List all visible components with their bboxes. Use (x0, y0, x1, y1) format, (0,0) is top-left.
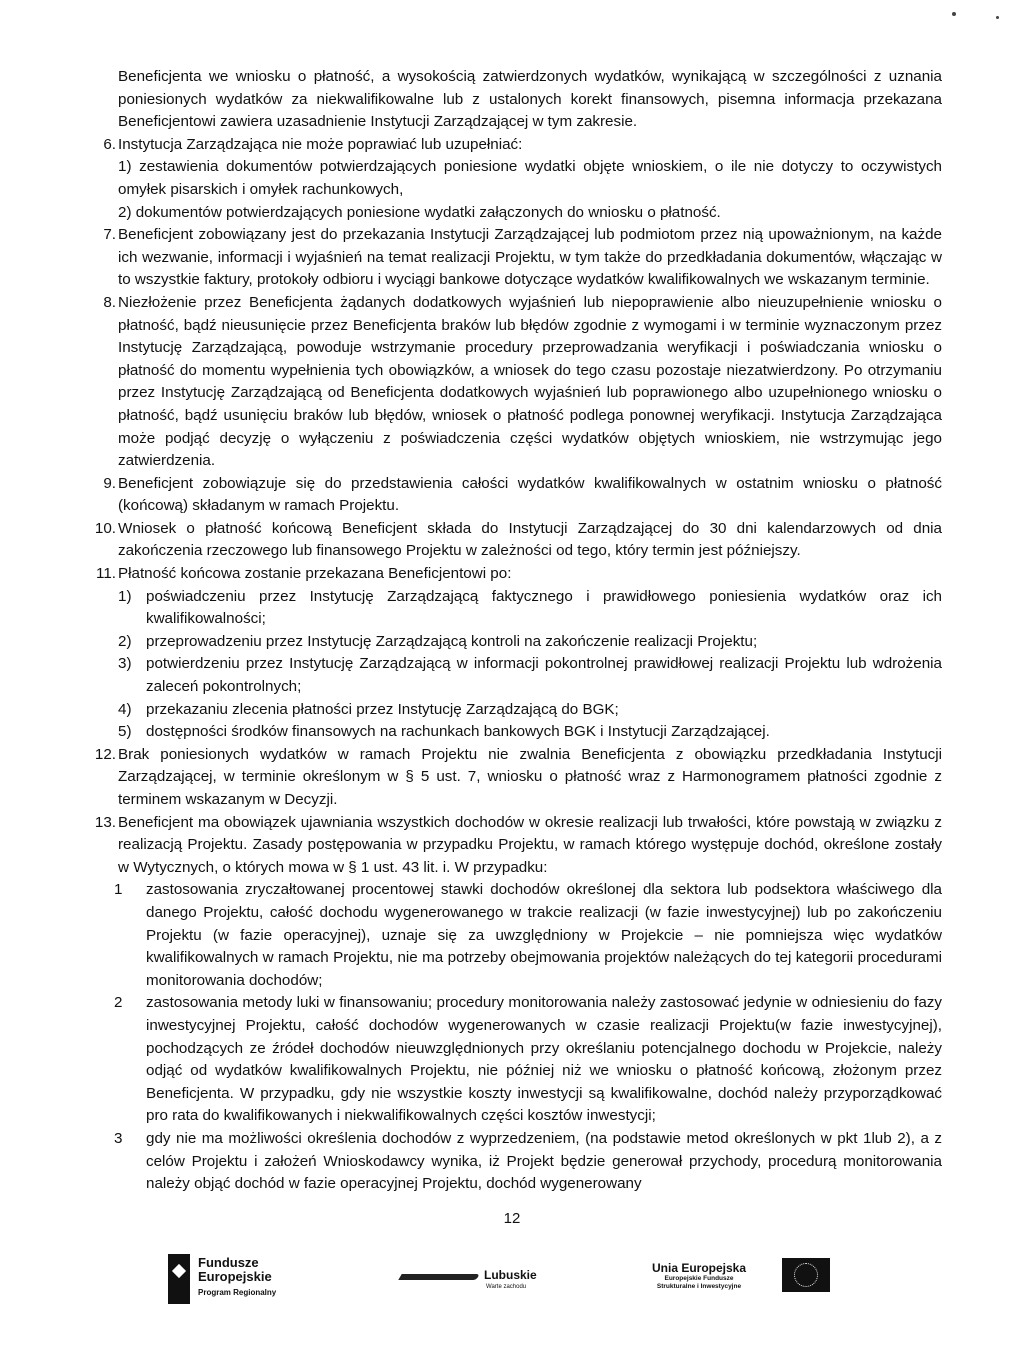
page-number: 12 (503, 1210, 521, 1227)
sub-item (118, 721, 942, 744)
item-number: 10. (94, 519, 116, 537)
case-text: gdy nie ma możliwości określenia dochodów z wyprzedzeniem, (na podstawie metod określonych w pkt 1lub 2), a z celów Projektu i założeń Wnioskodawcy wynika, iż Projekt będzie generował przychody, procedurą monitorowania należy objąć dochód w fazie operacyjnej Projektu, dochód wygenerowany (146, 1129, 942, 1193)
case-item (90, 879, 942, 992)
item-text: Beneficjent ma obowiązek ujawniania wszystkich dochodów w okresie realizacji lub trwałości, które powstają w związku z realizacją Projektu. Zasady postępowania w przypadku Projektu, w ramach którego występuje dochód, określone zostały w Wytycznych, o których mowa w § 1 ust. 43 lit. i. W przypadku: (118, 813, 942, 876)
section-9 (90, 473, 942, 518)
sub-item-text: poświadczeniu przez Instytucję Zarządzającą faktycznego i prawidłowego poniesienia wydatków oraz ich kwalifikowalności; (146, 587, 942, 628)
case-item (90, 992, 942, 1128)
ue-line3: Strukturalne i Inwestycyjne (656, 1283, 742, 1290)
footer-logos (0, 1252, 1024, 1312)
case-number: 3 (114, 1129, 123, 1147)
item-text: Niezłożenie przez Beneficjenta żądanych dodatkowych wyjaśnień lub niepoprawienie albo nieuzupełnienie wniosku o płatność, bądź nieusunięcie przez Beneficjenta braków lub błędów zgodnie z wymogami i w terminie wyznaczonym przez Instytucję Zarządzającą, powoduje wstrzymanie procedury przeprowadzania weryfikacji i poświadczania wniosku o płatność do momentu wypełnienia tych obowiązków, a wniosek do tego czasu pozostaje niezatwierdzony. Po otrzymaniu przez Instytucję Zarządzającą od Beneficjenta dodatkowych wyjaśnień lub poprawionego albo uzupełnionego wniosku o płatność, bądź usunięciu braków lub błędów, wniosek o płatność podlega ponownej weryfikacji. Instytucja Zarządzająca może podjąć decyzję o wyłączeniu z poświadczenia części wydatków objętych wnioskiem, nie wstrzymując jego zatwierdzenia. (118, 293, 942, 470)
case-text: zastosowania zryczałtowanej procentowej stawki dochodów określonej dla sektora lub podsektora właściwego dla danego Projektu, całość dochodu wygenerowanego w trakcie realizacji (w fazie inwestycyjnej) lub po zakończeniu Projektu (w fazie operacyjnej), uznaje się za uwzględniony w Projekcie – nie pomniejsza więc wydatków kwalifikowalnych w ramach Projektu, nie ma potrzeby obejmowania projektów należących do tej kategorii procedurami monitorowania dochodów; (146, 881, 942, 989)
section-12 (90, 744, 942, 812)
sub-item: 2) dokumentów potwierdzających poniesione wydatki załączonych do wniosku o płatność. (118, 203, 721, 221)
section-6 (90, 134, 942, 224)
scan-speck (996, 16, 999, 19)
fe-flag-icon (168, 1254, 190, 1304)
item-number: 12. (94, 745, 116, 763)
ue-line1: Unia Europejska (651, 1261, 747, 1275)
item-number: 9. (103, 474, 116, 492)
sub-item-text: potwierdzeniu przez Instytucję Zarządzającą w informacji pokontrolnej prawidłowej realizacji Projektu lub wdrożenia zaleceń pokontrolnych; (146, 655, 942, 696)
section-7 (90, 224, 942, 292)
section-10 (90, 518, 942, 563)
sub-item-number: 4) (118, 700, 132, 718)
item-number: 13. (94, 813, 116, 831)
item-number: 8. (103, 293, 116, 311)
ue-line2: Europejskie Fundusze (664, 1275, 734, 1282)
sub-item-number: 2) (118, 632, 132, 650)
unia-europejska-logo (624, 1262, 774, 1291)
eu-flag-icon (782, 1258, 830, 1292)
item-number: 11. (96, 565, 116, 583)
sub-item-number: 5) (118, 723, 132, 741)
lubuskie-name: Lubuskie (484, 1268, 537, 1282)
fe-line3: Program Regionalny (198, 1288, 277, 1297)
item-text: Wniosek o płatność końcową Beneficjent składa do Instytucji Zarządzającej do 30 dni kalendarzowych od dnia zakończenia rzeczowego lub finansowego Projektu w zależności od tego, który termin jest późniejszy. (118, 519, 942, 560)
lubuskie-wave-icon (398, 1274, 479, 1280)
item-text: Beneficjent zobowiązany jest do przekazania Instytucji Zarządzającej lub podmiotom przez nią upoważnionym, na każde ich wezwanie, informacji i wyjaśnień na temat realizacji Projektu, w tym także do przedkładania dokumentów, włączając w to wszystkie faktury, protokoły odbioru i wyciągi bankowe dotyczące wydatków kwalifikowalnych we wskazanym terminie. (118, 226, 942, 289)
sub-item: 1) zestawienia dokumentów potwierdzających poniesione wydatki objęte wnioskiem, o ile nie dotyczy to oczywistych omyłek pisarskich i omyłek rachunkowych, (118, 158, 942, 198)
sub-item (118, 653, 942, 698)
sub-item-text: dostępności środków finansowych na rachunkach bankowych BGK i Instytucji Zarządzającej. (146, 723, 770, 741)
sub-item (118, 699, 942, 722)
item-number: 6. (103, 135, 116, 153)
section-8 (90, 292, 942, 473)
document-body (90, 66, 942, 1196)
item-number: 7. (103, 226, 116, 244)
item-text: Beneficjent zobowiązuje się do przedstawienia całości wydatków kwalifikowalnych w ostatnim wniosku o płatność (końcową) składanym w ramach Projektu. (118, 474, 942, 515)
sub-item-number: 3) (118, 655, 132, 673)
scan-speck (952, 12, 956, 16)
case-item (90, 1128, 942, 1196)
sub-item (118, 631, 942, 654)
sub-item-text: przekazaniu zlecenia płatności przez Instytucję Zarządzającą do BGK; (146, 700, 619, 718)
sub-item (118, 586, 942, 631)
section-11 (90, 563, 942, 744)
intro-paragraph: Beneficjenta we wniosku o płatność, a wysokością zatwierdzonych wydatków, wynikającą w szczególności z uznania poniesionych wydatków za niekwalifikowalne lub z ustalonych korekt finansowych, pisemna informacja przekazana Beneficjentowi zawiera uzasadnienie Instytucji Zarządzającej w tym zakresie. (118, 68, 942, 131)
item-text: Brak poniesionych wydatków w ramach Projektu nie zwalnia Beneficjenta z obowiązku przedkładania Instytucji Zarządzającej, w terminie określonym w § 5 ust. 7, wniosku o płatność wraz z Harmonogramem płatności zgodnie z terminem wskazanym w Decyzji. (118, 745, 942, 808)
sub-item-number: 1) (118, 587, 132, 605)
fe-line1: Fundusze (198, 1255, 259, 1270)
case-text: zastosowania metody luki w finansowaniu; procedury monitorowania należy zastosować jedynie w odniesieniu do fazy inwestycyjnej Projektu, całość dochodów wygenerowanych w czasie realizacji Projektu(w fazie inwestycyjnej), pochodzących ze źródeł dochodów nieuwzględnionych przy określaniu potencjalnego dochodu w Projekcie, należy odjąć od wydatków kwalifikowalnych Projektu, nie później niż we wniosku o płatność końcową, złożonym przez Beneficjenta. W przypadku, gdy nie wszystkie koszty inwestycji są kwalifikowalne, dochód należy przyporządkować pro rata do kwalifikowanych i niekwalifikowalnych części kosztów inwestycji; (146, 994, 942, 1125)
case-number: 2 (114, 994, 123, 1012)
case-number: 1 (114, 881, 123, 899)
item-text: Płatność końcowa zostanie przekazana Beneficjentowi po: (118, 565, 512, 583)
section-13 (90, 812, 942, 880)
lubuskie-slogan: Warte zachodu (486, 1284, 527, 1290)
item-text: Instytucja Zarządzająca nie może poprawiać lub uzupełniać: (118, 135, 523, 153)
fe-line2: Europejskie (198, 1269, 272, 1284)
sub-item-text: przeprowadzeniu przez Instytucję Zarządzającą kontroli na zakończenie realizacji Projektu; (146, 632, 758, 650)
